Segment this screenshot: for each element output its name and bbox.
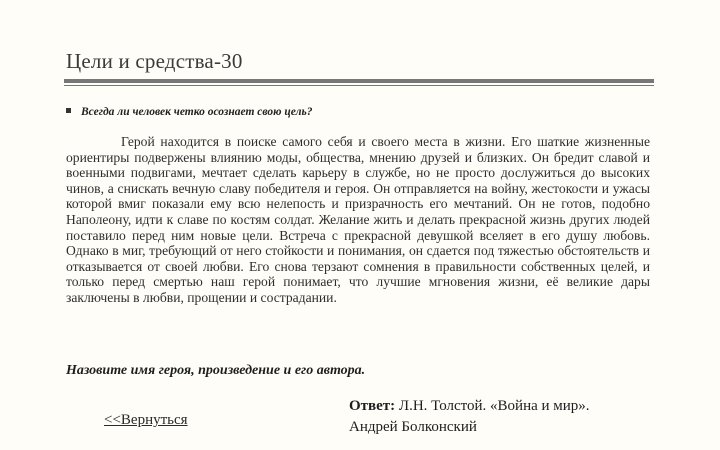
back-link[interactable]: <<Вернуться <box>104 412 188 428</box>
answer-block <box>349 396 590 438</box>
page-title: Цели и средства-30 <box>66 49 243 73</box>
answer-label: Ответ: <box>349 398 396 414</box>
title-divider-thin <box>64 85 654 86</box>
passage-text: Герой находится в поиске самого себя и своего места в жизни. Его шаткие жизненные ориентиры подвержены влиянию моды, общества, мнению друзей и близких. Он бредит славой и военными подвигами, мечтает сделать карьеру в службе, но не просто дослужиться до высоких чинов, а снискать вечную славу победителя и героя. Он отправляется на войну, жестокости и ужасы которой вмиг показали ему всю нелепость и призрачность его мечтаний. Он не готов, подобно Наполеону, идти к славе по костям солдат. Желание жить и делать прекрасной жизнь других людей поставило перед ним новые цели. Встреча с прекрасной девушкой вселяет в его душу любовь. Однако в миг, требующий от него стойкости и понимания, он сдается под тяжестью обстоятельств и отказывается от своей любви. Его снова терзают сомнения в правильности собственных целей, и только перед смертью наш герой понимает, что лучшие мгновения жизни, её великие дары заключены в любви, прощении и сострадании. <box>66 134 650 305</box>
title-divider-thick <box>64 79 654 83</box>
question-row <box>66 106 313 118</box>
answer-hero: Андрей Болконский <box>349 419 477 435</box>
answer-line-1 <box>349 396 590 417</box>
bullet-icon <box>66 108 71 113</box>
task-prompt: Назовите имя героя, произведение и его автора. <box>66 363 366 378</box>
question-text: Всегда ли человек четко осознает свою цель? <box>81 106 313 118</box>
answer-author-work: Л.Н. Толстой. «Война и мир». <box>395 398 590 414</box>
